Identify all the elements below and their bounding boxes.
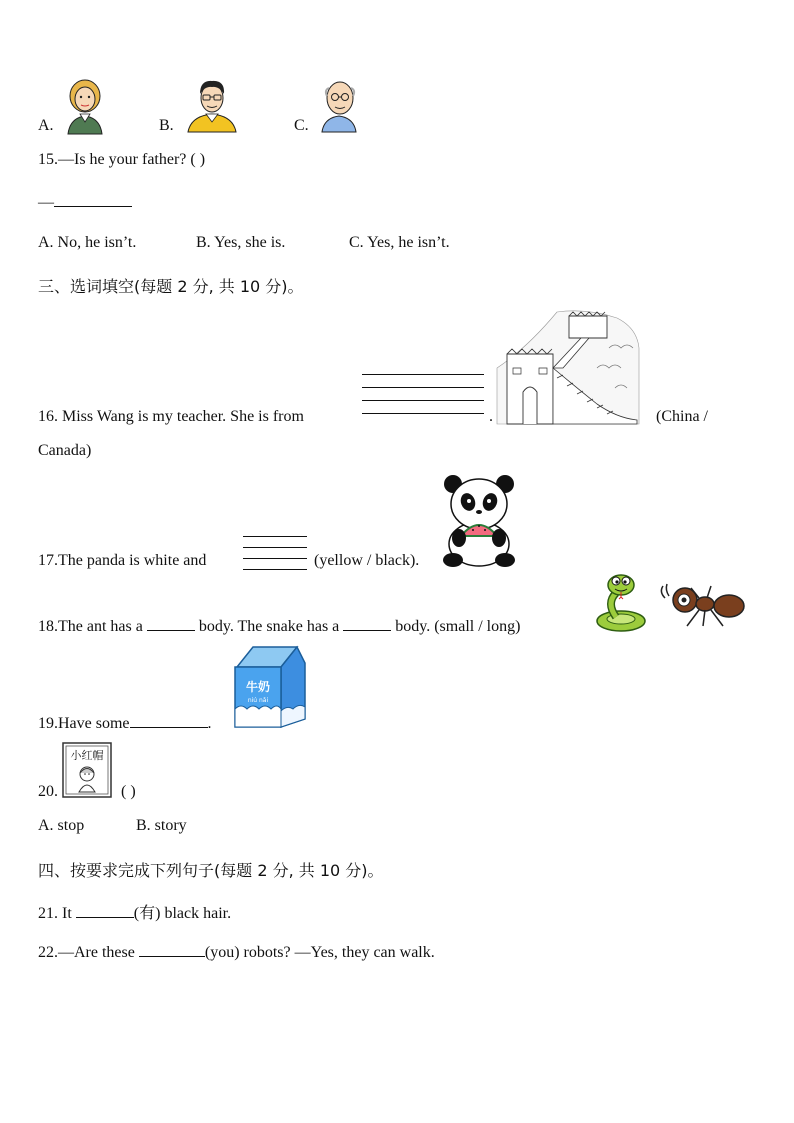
q15-answer-line <box>38 192 132 212</box>
q15-answer-blank[interactable] <box>54 192 132 207</box>
q19-line <box>38 713 212 733</box>
q17-writing-lines[interactable] <box>243 526 307 570</box>
snake-icon <box>594 573 648 633</box>
q20-number: 20. <box>38 783 58 800</box>
q16-choice-continued: Canada) <box>38 442 92 459</box>
q16-writing-lines[interactable] <box>362 362 484 414</box>
q18-part1 <box>38 616 520 636</box>
panda-icon <box>443 474 515 568</box>
q15-question: 15.—Is he your father? ( ) <box>38 151 206 168</box>
q22-text-2: (you) robots? —Yes, they can walk. <box>204 944 435 961</box>
q17-text: 17.The panda is white and <box>38 552 207 569</box>
q21-blank[interactable] <box>76 903 134 918</box>
section3-title: 三、选词填空(每题 2 分, 共 10 分)。 <box>38 277 304 296</box>
q20-bracket: ( ) <box>121 783 136 800</box>
carton-label: 牛奶 <box>245 680 271 694</box>
q18-text-2: body. The snake has a <box>198 618 340 635</box>
q15-option-c: C. Yes, he isn’t. <box>349 234 450 251</box>
q17-choice: (yellow / black). <box>314 552 420 569</box>
q21-text-2: (有) black hair. <box>133 905 232 922</box>
q22-line <box>38 942 435 962</box>
q19-text: 19.Have some <box>38 715 130 732</box>
ant-icon <box>655 582 747 628</box>
option-c-label: C. <box>294 117 309 134</box>
q19-blank[interactable] <box>130 713 208 728</box>
q16-period: . <box>489 408 493 425</box>
great-wall-icon <box>497 308 641 424</box>
q18-text-1: 18.The ant has a <box>38 618 143 635</box>
q18-text-3: body. (small / long) <box>395 618 521 635</box>
q15-option-b: B. Yes, she is. <box>196 234 286 251</box>
q21-line <box>38 900 231 923</box>
q21-text-1: 21. It <box>38 905 72 922</box>
woman-icon <box>64 78 106 134</box>
q22-text-1: 22.—Are these <box>38 944 135 961</box>
q16-choice: (China / <box>656 408 708 425</box>
man-with-glasses-icon <box>186 76 238 132</box>
q20-option-a: A. stop <box>38 817 85 834</box>
q20-option-b: B. story <box>136 817 187 834</box>
carton-pinyin: niú nǎi <box>247 697 269 704</box>
q19-period: . <box>207 715 212 732</box>
grandpa-icon <box>318 76 360 132</box>
q18-blank-1[interactable] <box>147 616 195 631</box>
q18-blank-2[interactable] <box>343 616 391 631</box>
section4-title: 四、按要求完成下列句子(每题 2 分, 共 10 分)。 <box>38 861 384 880</box>
book-title: 小红帽 <box>70 749 104 762</box>
q15-answer-prefix: — <box>38 194 54 211</box>
q22-blank[interactable] <box>139 942 205 957</box>
storybook-icon <box>62 742 112 798</box>
option-b-label: B. <box>159 117 174 134</box>
option-a-label: A. <box>38 117 54 134</box>
q15-option-a: A. No, he isn’t. <box>38 234 137 251</box>
milk-carton-icon <box>231 645 307 729</box>
q16-text: 16. Miss Wang is my teacher. She is from <box>38 408 304 425</box>
